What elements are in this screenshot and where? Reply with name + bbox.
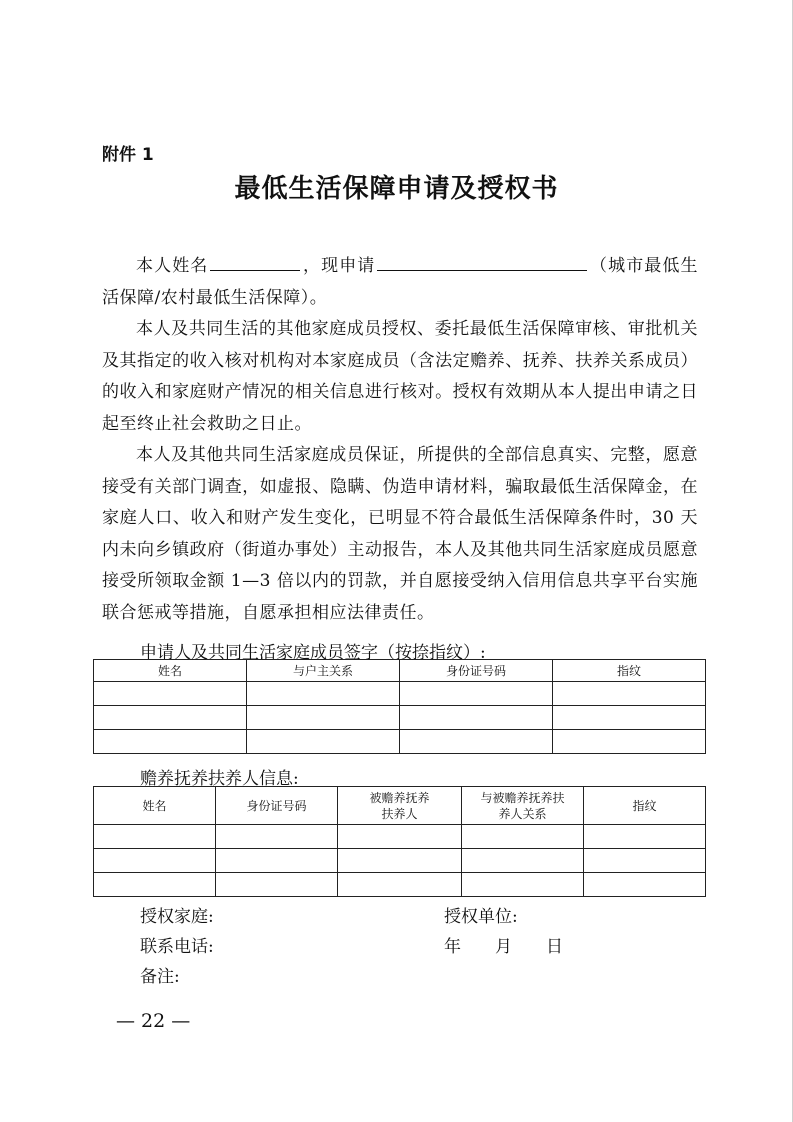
authorized-unit-label: 授权单位: [444, 907, 518, 927]
cell-supported-person[interactable] [338, 849, 462, 873]
header-name: 姓名 [94, 660, 247, 682]
cell-name[interactable] [94, 873, 216, 897]
cell-fingerprint[interactable] [584, 873, 706, 897]
name-blank[interactable] [210, 250, 300, 271]
signature-table [93, 659, 706, 754]
cell-name[interactable] [94, 849, 216, 873]
body-text [102, 250, 698, 629]
date-label: 年 月 日 [444, 937, 563, 957]
header-fingerprint: 指纹 [584, 787, 706, 825]
cell-id-number[interactable] [216, 873, 338, 897]
cell-name[interactable] [94, 682, 247, 706]
cell-id-number[interactable] [400, 730, 553, 754]
cell-relation[interactable] [247, 730, 400, 754]
cell-name[interactable] [94, 730, 247, 754]
header-id-number: 身份证号码 [216, 787, 338, 825]
cell-relation[interactable] [247, 706, 400, 730]
table-row [94, 849, 706, 873]
cell-id-number[interactable] [216, 825, 338, 849]
document-title: 最低生活保障申请及授权书 [234, 174, 559, 204]
cell-name[interactable] [94, 706, 247, 730]
cell-fingerprint[interactable] [553, 706, 706, 730]
annex-label: 附件 1 [102, 145, 154, 165]
cell-supported-relation[interactable] [462, 825, 584, 849]
table-row [94, 682, 706, 706]
name-prefix: 本人姓名 [136, 256, 209, 276]
header-name: 姓名 [94, 787, 216, 825]
apply-type-blank[interactable] [377, 250, 587, 271]
header-relation: 与户主关系 [247, 660, 400, 682]
supporter-table [93, 786, 706, 897]
table-row [94, 825, 706, 849]
authorized-family-label: 授权家庭: [140, 907, 214, 927]
cell-fingerprint[interactable] [553, 682, 706, 706]
header-supported-person: 被赡养抚养扶养人 [338, 787, 462, 825]
table1-caption: 申请人及共同生活家庭成员签字（按捺指纹）: [140, 643, 486, 663]
header-supported-relation: 与被赡养抚养扶养人关系 [462, 787, 584, 825]
contact-phone-label: 联系电话: [140, 937, 214, 957]
header-id-number: 身份证号码 [400, 660, 553, 682]
cell-supported-relation[interactable] [462, 873, 584, 897]
paragraph-authorization: 本人及共同生活的其他家庭成员授权、委托最低生活保障审核、审批机关及其指定的收入核对机构对本家庭成员（含法定赡养、抚养、扶养关系成员）的收入和家庭财产情况的相关信息进行核对。授权有效期从本人提出申请之日起至终止社会救助之日止。 [102, 319, 698, 434]
cell-fingerprint[interactable] [584, 849, 706, 873]
table-row [94, 873, 706, 897]
table-row [94, 730, 706, 754]
cell-id-number[interactable] [400, 706, 553, 730]
remark-label: 备注: [140, 967, 180, 987]
cell-id-number[interactable] [216, 849, 338, 873]
cell-supported-person[interactable] [338, 825, 462, 849]
apply-suffix: （城市最低生活保障/农村最低生活保障）。 [102, 256, 699, 308]
cell-id-number[interactable] [400, 682, 553, 706]
apply-text: ，现申请 [302, 256, 376, 276]
cell-fingerprint[interactable] [553, 730, 706, 754]
header-fingerprint: 指纹 [553, 660, 706, 682]
paragraph-applicant [102, 250, 698, 314]
table-row [94, 706, 706, 730]
table2-caption: 赡养抚养扶养人信息: [140, 769, 299, 789]
paragraph-guarantee: 本人及其他共同生活家庭成员保证，所提供的全部信息真实、完整，愿意接受有关部门调查，如虚报、隐瞒、伪造申请材料，骗取最低生活保障金，在家庭人口、收入和财产发生变化，已明显不符合最低生活保障条件时，30 天内未向乡镇政府（街道办事处）主动报告，本人及其他共同生活家庭成员愿意接受所领取金额 1—3 倍以内的罚款，并自愿接受纳入信用信息共享平台实施联合惩戒等措施，自愿承担相应法律责任。 [102, 445, 698, 623]
cell-name[interactable] [94, 825, 216, 849]
cell-relation[interactable] [247, 682, 400, 706]
cell-supported-person[interactable] [338, 873, 462, 897]
page-number: — 22 — [116, 1010, 191, 1032]
cell-supported-relation[interactable] [462, 849, 584, 873]
cell-fingerprint[interactable] [584, 825, 706, 849]
